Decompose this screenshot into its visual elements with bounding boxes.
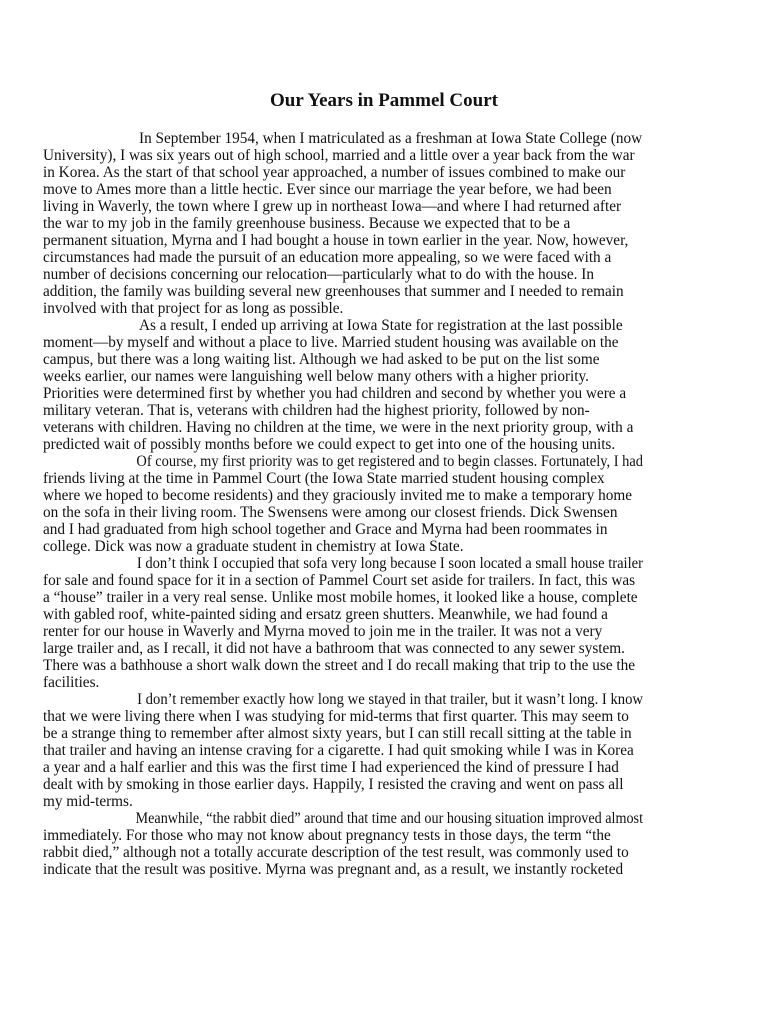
text-line: large trailer and, as I recall, it did not have a bathroom that was connected to any sewer system. [43,640,625,657]
text-line: on the sofa in their living room. The Swensens were among our closest friends. Dick Swensen [43,504,618,521]
text-line: military veteran. That is, veterans with children had the highest priority, followed by non- [43,402,590,419]
text-line: rabbit died,” although not a totally accurate description of the test result, was commonly used to [43,844,629,861]
text-line: circumstances had made the pursuit of an education more appealing, so we were faced with a [43,249,612,266]
paragraph [43,691,691,810]
document-body [43,130,691,878]
text-line: There was a bathhouse a short walk down the street and I do recall making that trip to the use the [43,657,636,674]
text-line: campus, but there was a long waiting list. Although we had asked to be put on the list some [43,351,600,368]
text-line: the war to my job in the family greenhouse business. Because we expected that to be a [43,215,571,232]
text-line: that we were living there when I was studying for mid-terms that first quarter. This may seem to [43,708,629,725]
text-line: University), I was six years out of high school, married and a little over a year back from the war [43,147,635,164]
paragraph [43,810,691,878]
paragraph [43,453,691,555]
text-line: moment—by myself and without a place to live. Married student housing was available on the [43,334,619,351]
text-line: friends living at the time in Pammel Court (the Iowa State married student housing complex [43,470,605,487]
text-line: permanent situation, Myrna and I had bought a house in town earlier in the year. Now, however, [43,232,629,249]
text-line: I don’t remember exactly how long we stayed in that trailer, but it wasn’t long. I know [137,691,644,708]
text-line: veterans with children. Having no children at the time, we were in the next priority group, with a [43,419,634,436]
text-line: Priorities were determined first by whether you had children and second by whether you were a [43,385,627,402]
text-line: a “house” trailer in a very real sense. Unlike most mobile homes, it looked like a house, complete [43,589,638,606]
text-line: and I had graduated from high school together and Grace and Myrna had been roommates in [43,521,608,538]
text-line: that trailer and having an intense craving for a cigarette. I had quit smoking while I was in Korea [43,742,634,759]
text-line: dealt with by smoking in those earlier days. Happily, I resisted the craving and went on pass all [43,776,624,793]
text-line: In September 1954, when I matriculated as a freshman at Iowa State College (now [139,130,643,147]
paragraph [43,130,691,317]
text-line: involved with that project for as long as possible. [43,300,344,317]
text-line: facilities. [43,674,100,691]
text-line: renter for our house in Waverly and Myrna moved to join me in the trailer. It was not a very [43,623,603,640]
text-line: addition, the family was building several new greenhouses that summer and I needed to remain [43,283,624,300]
text-line: move to Ames more than a little hectic. Ever since our marriage the year before, we had been [43,181,612,198]
text-line: where we hoped to become residents) and they graciously invited me to make a temporary home [43,487,633,504]
text-line: immediately. For those who may not know about pregnancy tests in those days, the term “the [43,827,611,844]
text-line: my mid-terms. [43,793,133,810]
text-line: number of decisions concerning our relocation—particularly what to do with the house. In [43,266,594,283]
text-line: I don’t think I occupied that sofa very long because I soon located a small house trailer [136,555,643,572]
text-line: living in Waverly, the town where I grew up in northeast Iowa—and where I had returned after [43,198,622,215]
text-line: Of course, my first priority was to get registered and to begin classes. Fortunately, I had [136,453,643,470]
text-line: with gabled roof, white-painted siding and ersatz green shutters. Meanwhile, we had found a [43,606,608,623]
document-title: Our Years in Pammel Court [270,90,498,111]
paragraph [43,555,691,691]
text-line: weeks earlier, our names were languishing well below many others with a higher priority. [43,368,589,385]
text-line: college. Dick was now a graduate student in chemistry at Iowa State. [43,538,464,555]
text-line: As a result, I ended up arriving at Iowa State for registration at the last possible [139,317,623,334]
text-line: predicted wait of possibly months before we could expect to get into one of the housing units. [43,436,616,453]
text-line: be a strange thing to remember after almost sixty years, but I can still recall sitting at the table in [43,725,632,742]
text-line: a year and a half earlier and this was the first time I had experienced the kind of pressure I had [43,759,619,776]
paragraph [43,317,691,453]
text-line: Meanwhile, “the rabbit died” around that time and our housing situation improved almost [135,810,644,827]
text-line: indicate that the result was positive. Myrna was pregnant and, as a result, we instantly rocketed [43,861,624,878]
text-line: in Korea. As the start of that school year approached, a number of issues combined to make our [43,164,626,181]
text-line: for sale and found space for it in a section of Pammel Court set aside for trailers. In fact, this was [43,572,636,589]
